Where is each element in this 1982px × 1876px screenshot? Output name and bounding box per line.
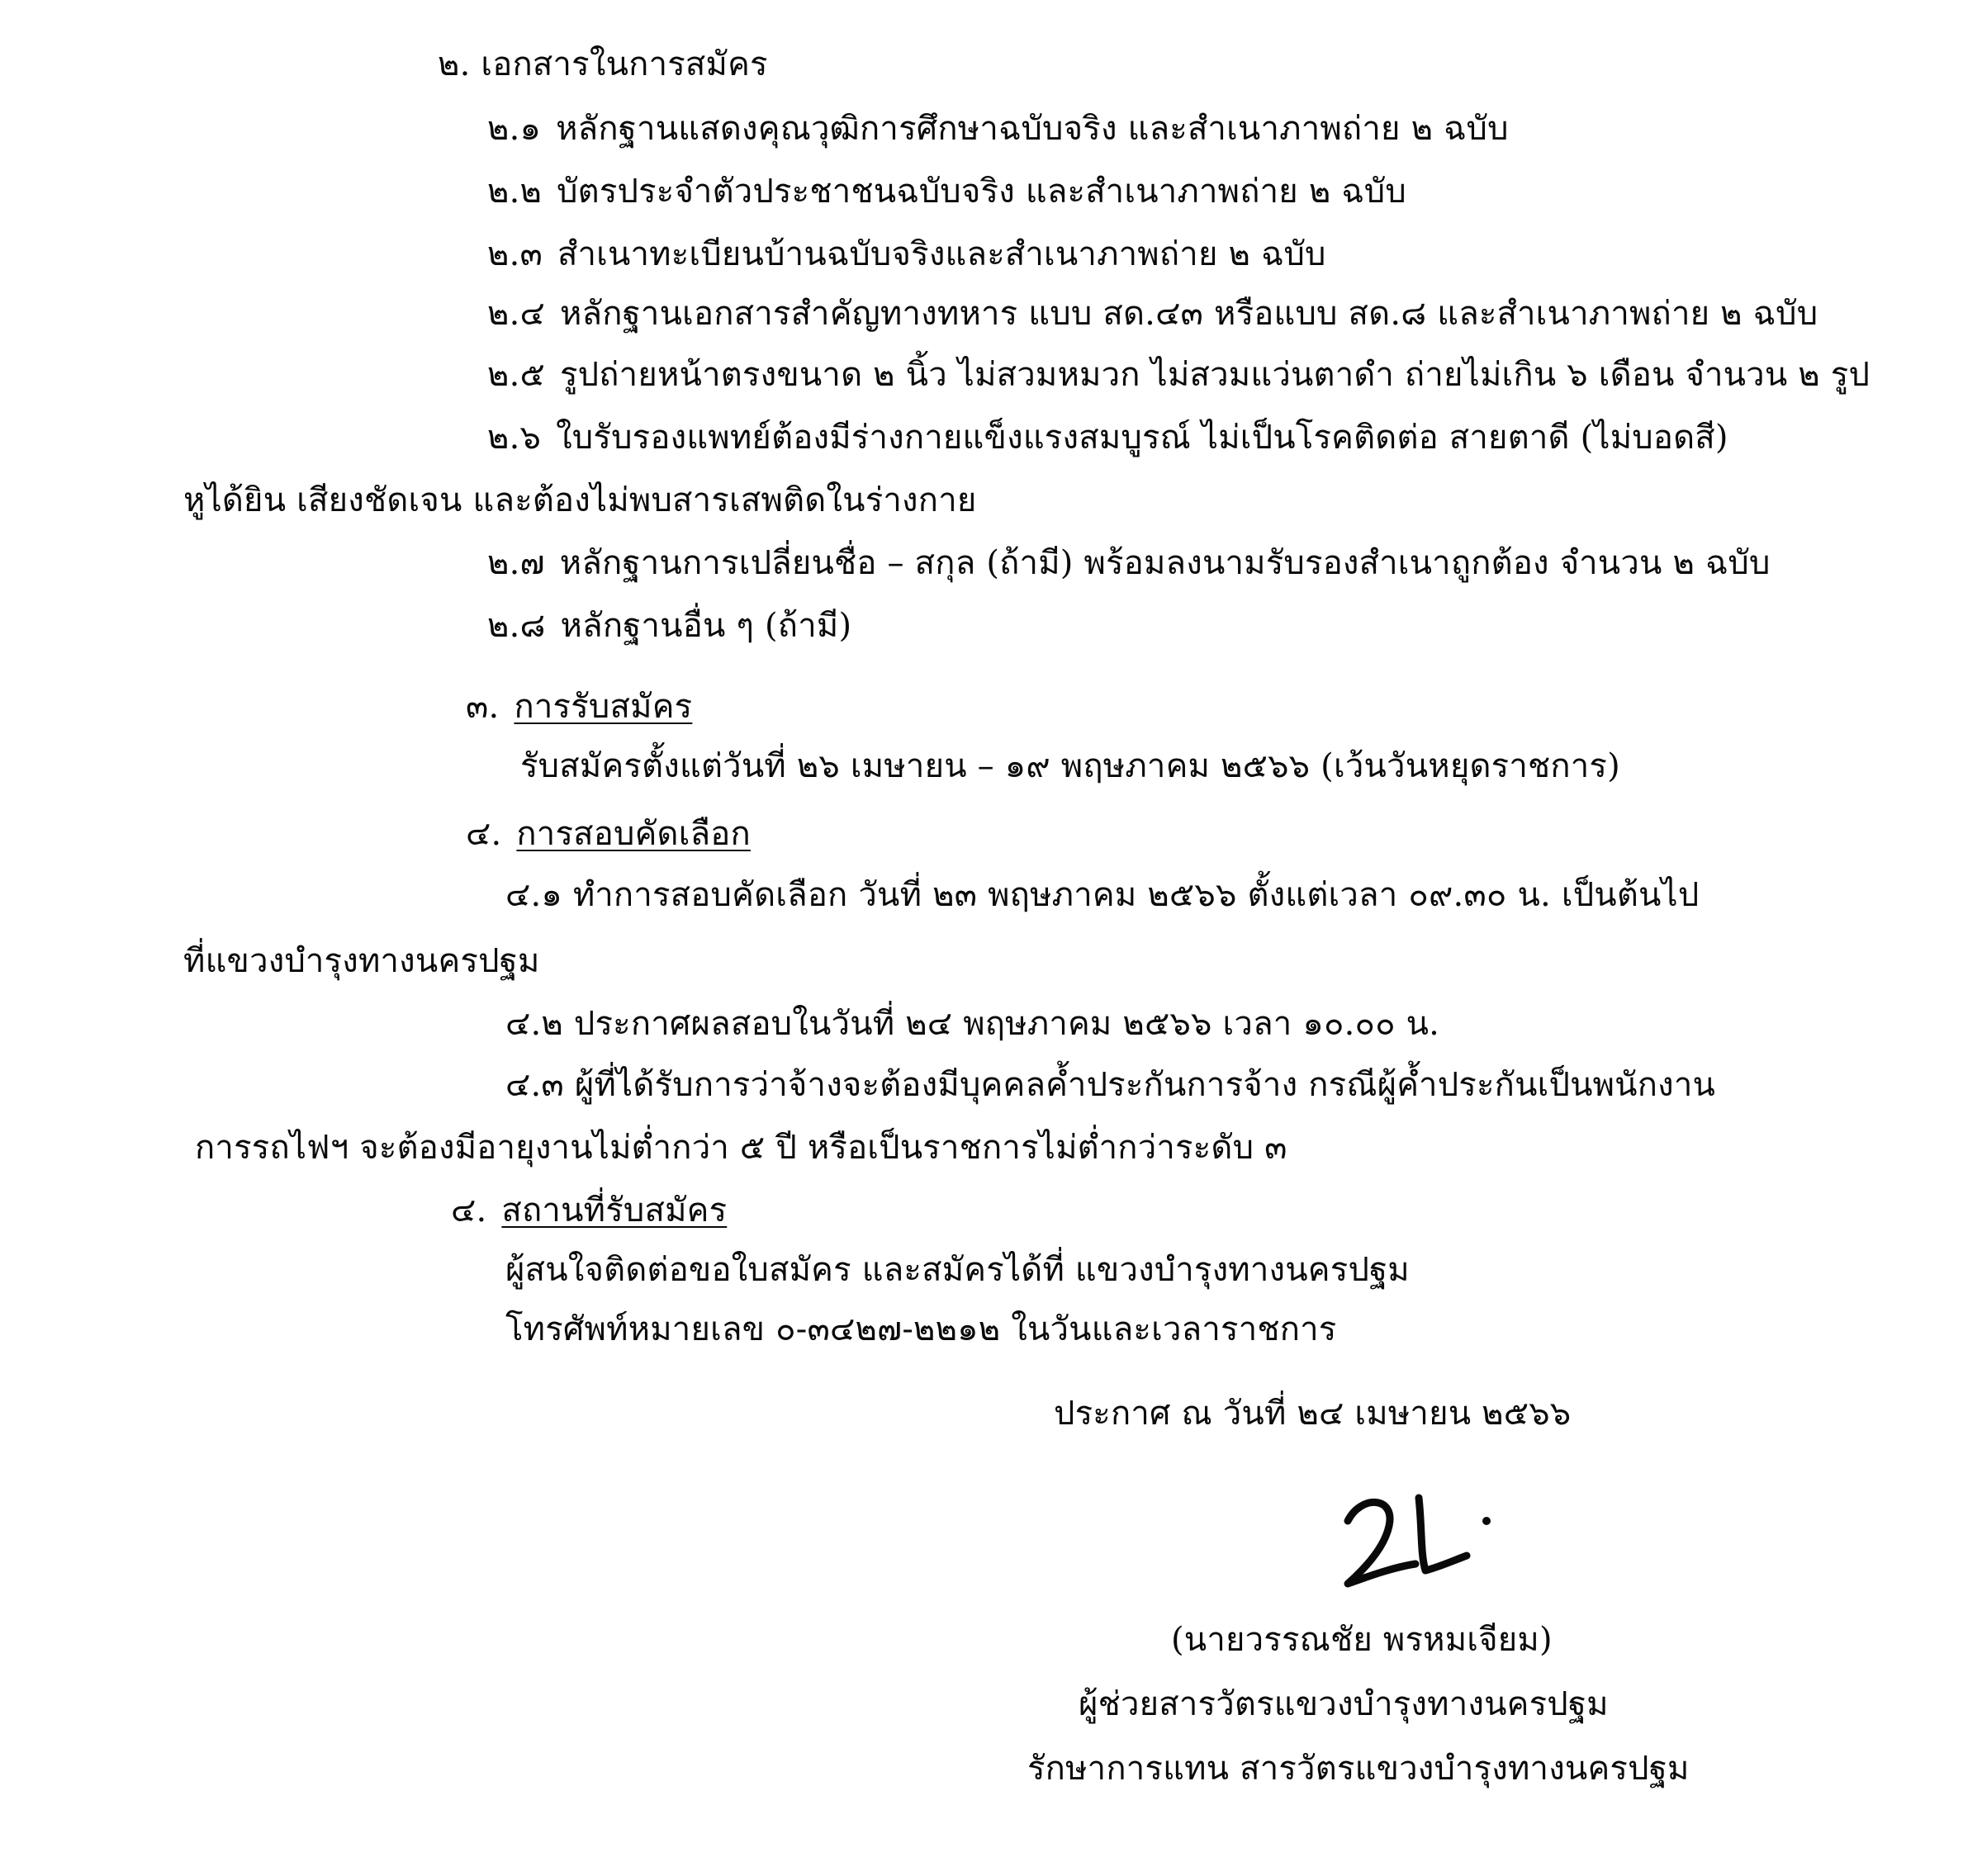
section-4-item-1: ๔.๑ ทำการสอบคัดเลือก วันที่ ๒๓ พฤษภาคม ๒๕๖๖ ตั้งแต่เวลา ๐๙.๓๐ น. เป็นต้นไป <box>505 876 1700 914</box>
section-4-item-3: ๔.๓ ผู้ที่ได้รับการว่าจ้างจะต้องมีบุคคลค้ำประกันการจ้าง กรณีผู้ค้ำประกันเป็นพนักงาน <box>505 1066 1716 1104</box>
item-text: หลักฐานการเปลี่ยนชื่อ – สกุล (ถ้ามี) พร้อมลงนามรับรองสำเนาถูกต้อง จำนวน ๒ ฉบับ <box>559 544 1771 582</box>
section-title: การสอบคัดเลือก <box>516 815 751 853</box>
list-item <box>487 350 1870 400</box>
section-2-heading: ๒. เอกสารในการสมัคร <box>438 45 768 83</box>
list-item <box>487 167 1406 216</box>
section-5-line-1: ผู้สนใจติดต่อขอใบสมัคร และสมัครได้ที่ แขวงบำรุงทางนครปฐม <box>505 1251 1410 1289</box>
list-item <box>487 289 1818 339</box>
item-text: รูปถ่ายหน้าตรงขนาด ๒ นิ้ว ไม่สวมหมวก ไม่สวมแว่นตาดำ ถ่ายไม่เกิน ๖ เดือน จำนวน ๒ รูป <box>559 356 1871 394</box>
section-number: ๔. <box>451 1191 487 1229</box>
item-number: ๒.๑ <box>487 110 542 148</box>
announcement-date: ประกาศ ณ วันที่ ๒๔ เมษายน ๒๕๖๖ <box>1054 1395 1572 1433</box>
item-continuation: หูได้ยิน เสียงชัดเจน และต้องไม่พบสารเสพติดในร่างกาย <box>183 481 977 519</box>
list-item <box>487 538 1771 588</box>
item-text: บัตรประจำตัวประชาชนฉบับจริง และสำเนาภาพถ่าย ๒ ฉบับ <box>557 173 1406 211</box>
section-number: ๔. <box>466 815 502 853</box>
item-number: ๒.๔ <box>487 295 545 333</box>
item-text: หลักฐานเอกสารสำคัญทางทหาร แบบ สด.๔๓ หรือแบบ สด.๘ และสำเนาภาพถ่าย ๒ ฉบับ <box>559 295 1818 333</box>
item-number: ๒.๘ <box>487 607 546 645</box>
list-item <box>487 104 1509 154</box>
item-text: สำเนาทะเบียนบ้านฉบับจริงและสำเนาภาพถ่าย ๒ ฉบับ <box>557 235 1326 273</box>
section-title: การรับสมัคร <box>514 688 693 726</box>
signature-icon <box>1330 1478 1503 1594</box>
section-3-text: รับสมัครตั้งแต่วันที่ ๒๖ เมษายน – ๑๙ พฤษภาคม ๒๕๖๖ (เว้นวันหยุดราชการ) <box>520 747 1620 785</box>
list-item <box>487 601 851 651</box>
section-4-item-2: ๔.๒ ประกาศผลสอบในวันที่ ๒๔ พฤษภาคม ๒๕๖๖ เวลา ๑๐.๐๐ น. <box>505 1005 1440 1043</box>
signatory-acting: รักษาการแทน สารวัตรแขวงบำรุงทางนครปฐม <box>1027 1750 1690 1788</box>
item-number: ๒.๗ <box>487 544 545 582</box>
signatory-name: (นายวรรณชัย พรหมเจียม) <box>1171 1621 1553 1659</box>
item-number: ๒.๖ <box>487 419 542 457</box>
section-4-heading <box>466 809 751 859</box>
section-3-heading <box>466 682 692 732</box>
section-4-item-3-cont: การรถไฟฯ จะต้องมีอายุงานไม่ต่ำกว่า ๕ ปี หรือเป็นราชการไม่ต่ำกว่าระดับ ๓ <box>195 1129 1287 1167</box>
section-number: ๓. <box>466 688 500 726</box>
item-number: ๒.๒ <box>487 173 543 211</box>
section-5-line-2: โทรศัพท์หมายเลข ๐-๓๔๒๗-๒๒๑๒ ในวันและเวลาราชการ <box>505 1310 1337 1348</box>
item-text: หลักฐานอื่น ๆ (ถ้ามี) <box>560 607 852 645</box>
section-title: สถานที่รับสมัคร <box>501 1191 728 1229</box>
list-item <box>487 230 1326 279</box>
section-5-heading <box>451 1186 727 1235</box>
list-item <box>487 413 1728 462</box>
item-text: ใบรับรองแพทย์ต้องมีร่างกายแข็งแรงสมบูรณ์ ไม่เป็นโรคติดต่อ สายตาดี (ไม่บอดสี) <box>556 419 1728 457</box>
item-text: หลักฐานแสดงคุณวุฒิการศึกษาฉบับจริง และสำเนาภาพถ่าย ๒ ฉบับ <box>556 110 1509 148</box>
item-number: ๒.๕ <box>487 356 545 394</box>
item-number: ๒.๓ <box>487 235 543 273</box>
section-4-item-1-cont: ที่แขวงบำรุงทางนครปฐม <box>183 942 540 980</box>
signatory-position: ผู้ช่วยสารวัตรแขวงบำรุงทางนครปฐม <box>1079 1685 1609 1723</box>
